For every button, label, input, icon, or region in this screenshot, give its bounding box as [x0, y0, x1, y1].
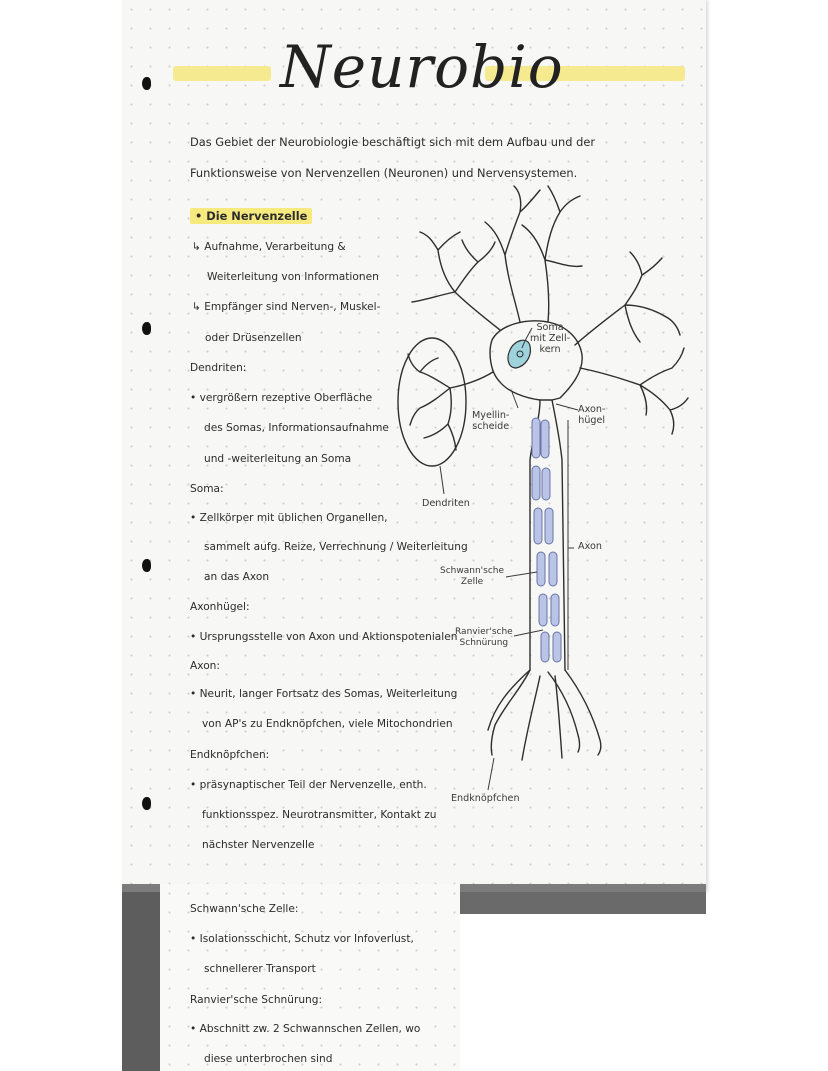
leader-schwann [506, 572, 537, 577]
myelin-segment [537, 552, 545, 586]
nervenzelle-line-3: ↳ Empfänger sind Nerven-, Muskel- [192, 301, 381, 313]
leader-endknoepfchen [488, 758, 494, 790]
axonhuegel-line-1: • Ursprungsstelle von Axon und Aktionspotenialen [190, 631, 458, 643]
myelin-segment [549, 552, 557, 586]
nervenzelle-line-1: ↳ Aufnahme, Verarbeitung & [192, 241, 346, 253]
terminal-branch [488, 670, 530, 730]
dendrite [412, 232, 500, 330]
endknoepfchen-heading: Endknöpfchen: [190, 749, 270, 761]
myelin-segment [551, 594, 559, 626]
schwann-line-2: schnellerer Transport [204, 963, 316, 975]
myelin-segment [539, 594, 547, 626]
myelin-segment [532, 466, 540, 500]
dendrite [408, 354, 493, 450]
endknoepfchen-line-1: • präsynaptischer Teil der Nervenzelle, enth. [190, 779, 427, 791]
terminal-branch [491, 670, 530, 755]
myelin-segment [541, 632, 549, 662]
intro-line-2: Funktionsweise von Nervenzellen (Neuronen) und Nervensystemen. [190, 166, 578, 180]
leader-axon [568, 420, 574, 670]
nucleus [508, 340, 530, 368]
label-schwann: Schwann'sche Zelle [440, 566, 505, 587]
endknoepfchen-line-2: funktionsspez. Neurotransmitter, Kontakt zu [202, 809, 437, 821]
myelin-segment [541, 420, 549, 458]
page-title: Neurobio [280, 33, 564, 101]
soma-line-2: sammelt aufg. Reize, Verrechnung / Weiterleitung [204, 541, 468, 553]
nervenzelle-line-2: Weiterleitung von Informationen [207, 271, 379, 283]
ranvier-line-1: • Abschnitt zw. 2 Schwannschen Zellen, wo [190, 1023, 421, 1035]
label-dendriten: Dendriten [422, 498, 470, 509]
dendriten-line-1: • vergrößern rezeptive Oberfläche [190, 392, 373, 404]
ranvier-line-2: diese unterbrochen sind [204, 1053, 333, 1065]
dendriten-line-3: und -weiterleitung an Soma [204, 453, 352, 465]
myelin-segment [553, 632, 561, 662]
axon-heading: Axon: [190, 660, 220, 672]
dendrite [575, 252, 680, 345]
intro-line-1: Das Gebiet der Neurobiologie beschäftigt sich mit dem Aufbau und der [190, 135, 596, 149]
terminal-branch [522, 676, 540, 760]
axon-right [552, 400, 565, 670]
myelin-segment [545, 508, 553, 544]
axon-line-2: von AP's zu Endknöpfchen, viele Mitochondrien [202, 718, 453, 730]
myelin-segment [532, 418, 540, 458]
nervenzelle-heading: • Die Nervenzelle [190, 208, 312, 224]
leader-axonhuegel [556, 404, 578, 410]
dendrite [522, 186, 582, 322]
soma-heading: Soma: [190, 483, 224, 495]
dendriten-line-2: des Somas, Informationsaufnahme [204, 422, 389, 434]
soma-line-1: • Zellkörper mit üblichen Organellen, [190, 512, 388, 524]
axonhuegel-heading: Axonhügel: [190, 601, 250, 613]
nervenzelle-line-4: oder Drüsenzellen [205, 332, 302, 344]
leader-dendriten [440, 466, 444, 494]
ranvier-heading: Ranvier'sche Schnürung: [190, 994, 323, 1006]
myelin-segment [542, 468, 550, 500]
leader-ranvier [514, 630, 543, 636]
schwann-heading: Schwann'sche Zelle: [190, 903, 299, 915]
soma-line-3: an das Axon [204, 571, 270, 583]
label-myelin: Myellin- scheide [472, 410, 510, 432]
endknoepfchen-line-3: nächster Nervenzelle [202, 839, 315, 851]
axon-line-1: • Neurit, langer Fortsatz des Somas, Weiterleitung [190, 688, 458, 700]
dendrite [485, 186, 540, 322]
label-axonhuegel: Axon- hügel [578, 404, 606, 426]
schwann-line-1: • Isolationsschicht, Schutz vor Infoverlust, [190, 933, 414, 945]
dendriten-heading: Dendriten: [190, 362, 247, 374]
label-endknoepfchen: Endknöpfchen [451, 793, 520, 804]
label-axon: Axon [578, 541, 602, 552]
myelin-segment [534, 508, 542, 544]
label-soma: Soma mit Zell- kern [530, 322, 571, 355]
label-ranvier: Ranvier'sche Schnürung [455, 627, 513, 648]
